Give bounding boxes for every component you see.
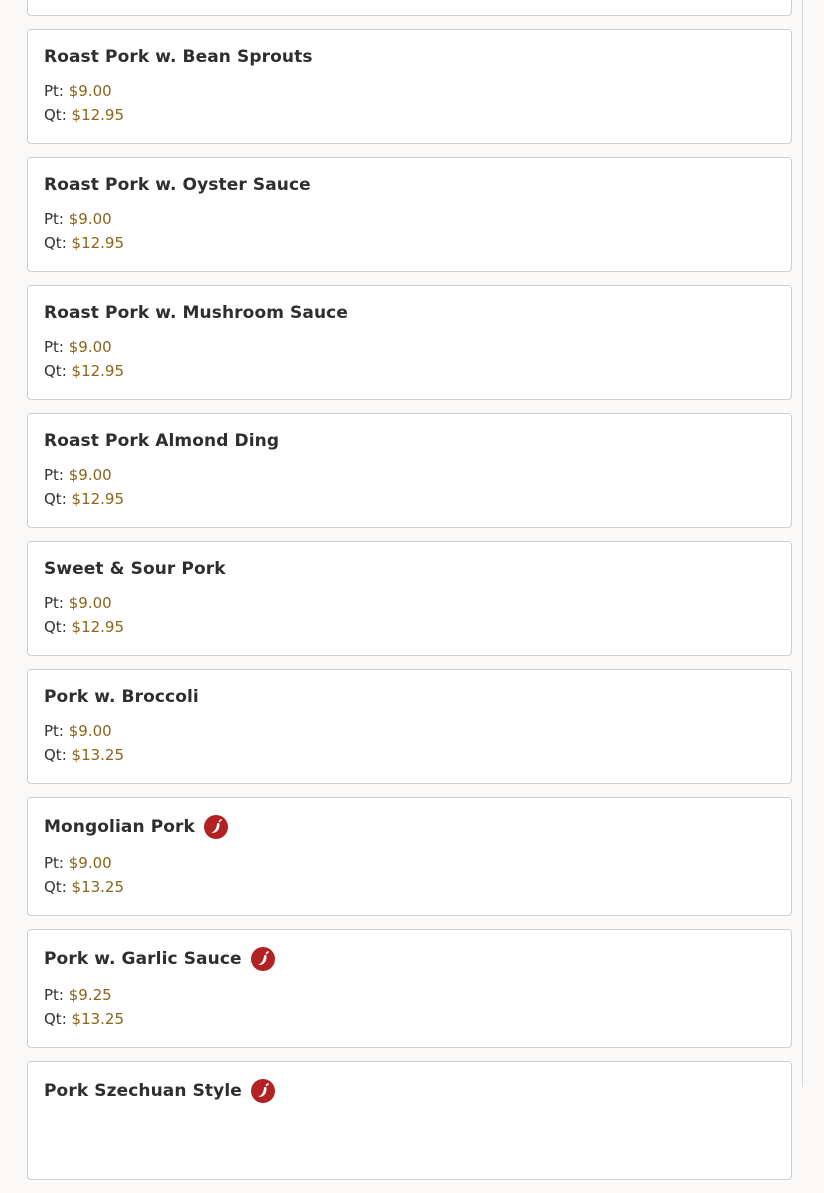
menu-item-card[interactable] xyxy=(27,929,792,1048)
pint-price: $9.00 xyxy=(68,466,112,484)
pint-price: $9.25 xyxy=(68,986,112,1004)
pint-price: $9.00 xyxy=(68,210,112,228)
menu-item-name: Roast Pork w. Mushroom Sauce xyxy=(44,303,348,323)
menu-item-card[interactable] xyxy=(27,29,792,144)
quart-price-row xyxy=(44,615,775,639)
pint-label: Pt: xyxy=(44,594,64,612)
menu-item-title-row xyxy=(44,1075,775,1107)
pint-label: Pt: xyxy=(44,986,64,1004)
pint-price: $9.00 xyxy=(68,854,112,872)
menu-item-name: Roast Pork w. Oyster Sauce xyxy=(44,175,311,195)
pint-price-row xyxy=(44,851,775,875)
spicy-pepper-icon xyxy=(251,947,275,971)
quart-label: Qt: xyxy=(44,234,67,252)
quart-price: $12.95 xyxy=(71,618,125,636)
menu-item-card[interactable] xyxy=(27,541,792,656)
pint-price: $9.00 xyxy=(68,338,112,356)
menu-item-card[interactable] xyxy=(27,413,792,528)
menu-item-card[interactable] xyxy=(27,0,792,16)
menu-item-title-row xyxy=(44,811,775,843)
quart-label: Qt: xyxy=(44,1010,67,1028)
quart-label: Qt: xyxy=(44,362,67,380)
menu-item-title-row xyxy=(44,943,775,975)
menu-item-name: Roast Pork w. Bean Sprouts xyxy=(44,47,313,67)
menu-item-name: Sweet & Sour Pork xyxy=(44,559,226,579)
menu-item-title-row xyxy=(44,43,775,71)
menu-item-title-row xyxy=(44,427,775,455)
menu-item-title-row xyxy=(44,555,775,583)
quart-price: $12.95 xyxy=(71,234,125,252)
quart-price: $12.95 xyxy=(71,106,125,124)
menu-item-title-row xyxy=(44,683,775,711)
spicy-pepper-icon xyxy=(204,815,228,839)
menu-item-title-row xyxy=(44,171,775,199)
menu-item-name: Mongolian Pork xyxy=(44,817,195,837)
menu-item-name: Pork w. Garlic Sauce xyxy=(44,949,242,969)
quart-label: Qt: xyxy=(44,618,67,636)
pint-label: Pt: xyxy=(44,466,64,484)
pint-label: Pt: xyxy=(44,854,64,872)
menu-item-card[interactable] xyxy=(27,797,792,916)
pint-label: Pt: xyxy=(44,210,64,228)
quart-price-row xyxy=(44,487,775,511)
quart-price-row xyxy=(44,103,775,127)
pint-label: Pt: xyxy=(44,338,64,356)
pint-label: Pt: xyxy=(44,82,64,100)
menu-item-card[interactable] xyxy=(27,1061,792,1180)
quart-price-row xyxy=(44,359,775,383)
quart-price: $12.95 xyxy=(71,490,125,508)
menu-item-card[interactable] xyxy=(27,157,792,272)
quart-price-row xyxy=(44,875,775,899)
pint-label: Pt: xyxy=(44,722,64,740)
menu-item-card[interactable] xyxy=(27,285,792,400)
pint-price-row xyxy=(44,463,775,487)
menu-item-list xyxy=(27,0,792,1193)
quart-label: Qt: xyxy=(44,490,67,508)
spicy-pepper-icon xyxy=(251,1079,275,1103)
menu-item-name: Pork Szechuan Style xyxy=(44,1081,242,1101)
pint-price-row xyxy=(44,335,775,359)
quart-price: $12.95 xyxy=(71,362,125,380)
menu-item-card[interactable] xyxy=(27,669,792,784)
quart-price-row xyxy=(44,743,775,767)
quart-label: Qt: xyxy=(44,106,67,124)
quart-price-row xyxy=(44,231,775,255)
page-divider xyxy=(802,0,803,1087)
pint-price-row xyxy=(44,591,775,615)
pint-price-row xyxy=(44,79,775,103)
pint-price: $9.00 xyxy=(68,82,112,100)
menu-item-name: Pork w. Broccoli xyxy=(44,687,199,707)
quart-price: $13.25 xyxy=(71,878,125,896)
quart-label: Qt: xyxy=(44,746,67,764)
pint-price-row xyxy=(44,719,775,743)
pint-price-row xyxy=(44,983,775,1007)
pint-price: $9.00 xyxy=(68,722,112,740)
menu-item-title-row xyxy=(44,299,775,327)
quart-price: $13.25 xyxy=(71,1010,125,1028)
quart-label: Qt: xyxy=(44,878,67,896)
quart-price-row xyxy=(44,1007,775,1031)
quart-price: $13.25 xyxy=(71,746,125,764)
menu-item-name: Roast Pork Almond Ding xyxy=(44,431,280,451)
pint-price: $9.00 xyxy=(68,594,112,612)
pint-price-row xyxy=(44,207,775,231)
